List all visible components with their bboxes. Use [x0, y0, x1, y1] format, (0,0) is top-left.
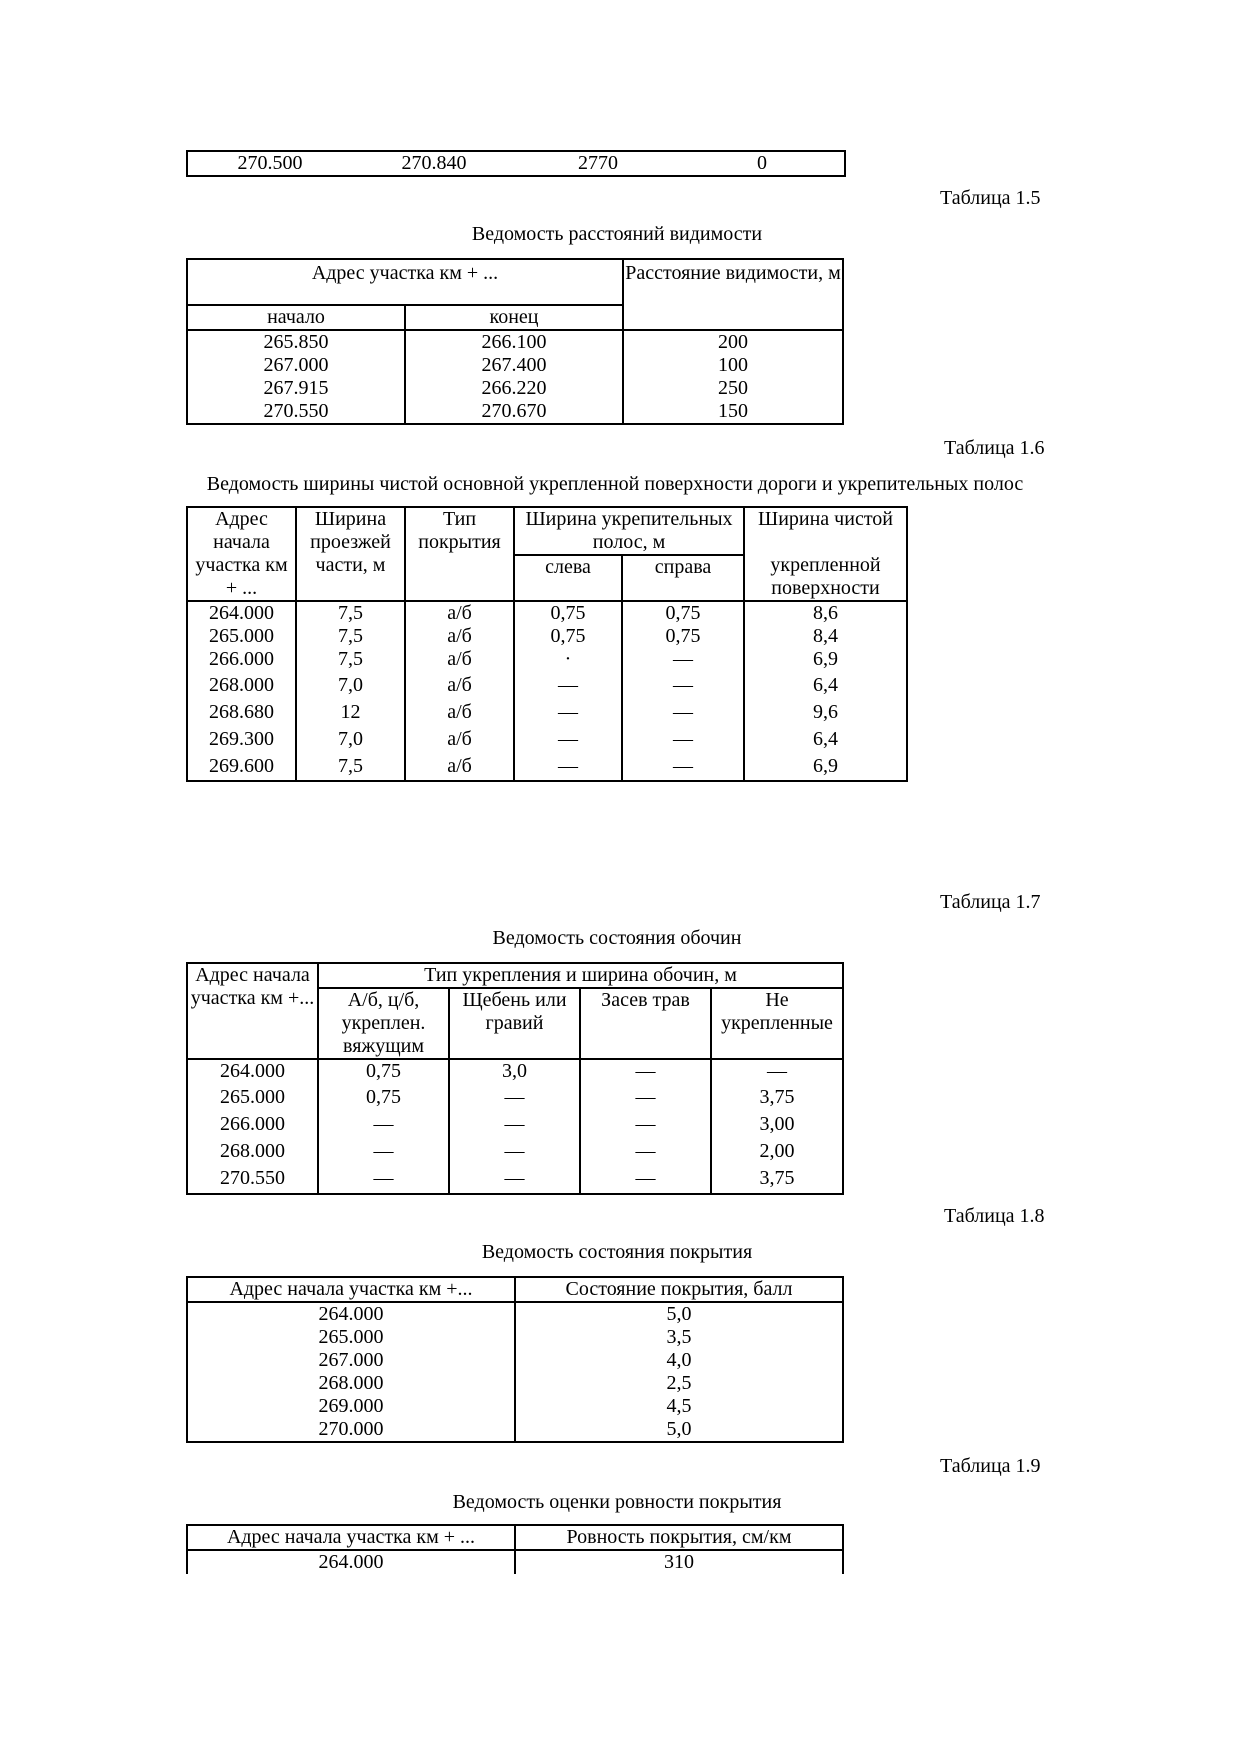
cell: 0 — [680, 151, 845, 176]
cell: 100 — [623, 354, 843, 377]
cell: 264.000 — [187, 1550, 515, 1574]
cell: 6,4 — [744, 725, 907, 752]
table-row — [187, 671, 907, 698]
table-row — [187, 1349, 843, 1372]
table-row — [187, 725, 907, 752]
header-end: конец — [405, 305, 623, 330]
header-state: Состояние покрытия, балл — [515, 1277, 843, 1302]
cell: 267.915 — [187, 377, 405, 400]
cell: 264.000 — [187, 601, 296, 625]
header-type: Тип покрытия — [405, 507, 514, 601]
cell: 0,75 — [318, 1059, 449, 1086]
cell: — — [514, 725, 622, 752]
cell: 3,75 — [711, 1086, 843, 1113]
cell: 3,00 — [711, 1113, 843, 1140]
cell: 267.000 — [187, 1349, 515, 1372]
cell: 4,0 — [515, 1349, 843, 1372]
table-row — [187, 1167, 843, 1194]
evenness-table — [186, 1524, 844, 1574]
cell: а/б — [405, 698, 514, 725]
cell: 0,75 — [514, 601, 622, 625]
cell: 270.550 — [187, 1167, 318, 1194]
cell: 7,5 — [296, 752, 405, 781]
table-row — [187, 1302, 843, 1326]
cell: — — [449, 1140, 580, 1167]
header-address: Адрес начала участка км + ... — [187, 507, 296, 601]
header-clean — [744, 507, 907, 601]
cell: — — [514, 698, 622, 725]
cell: — — [622, 752, 744, 781]
cell: 269.300 — [187, 725, 296, 752]
cell: 268.000 — [187, 671, 296, 698]
visibility-table — [186, 258, 844, 425]
cell: 269.000 — [187, 1395, 515, 1418]
table-row — [187, 1326, 843, 1349]
cell: 265.850 — [187, 330, 405, 354]
cell: 6,4 — [744, 671, 907, 698]
cell: а/б — [405, 625, 514, 648]
table-row — [187, 1059, 843, 1086]
cell: 3,0 — [449, 1059, 580, 1086]
cell: 6,9 — [744, 648, 907, 671]
cell: 270.840 — [401, 152, 467, 174]
cell: 269.600 — [187, 752, 296, 781]
header-strips: Ширина укрепительных полос, м — [514, 507, 744, 555]
cell: 2770 — [578, 152, 618, 174]
cell: 266.220 — [405, 377, 623, 400]
table-row — [187, 648, 907, 671]
table-caption: Таблица 1.5 — [940, 187, 1041, 209]
cell: 7,0 — [296, 671, 405, 698]
table-row — [187, 151, 845, 176]
cell: 12 — [296, 698, 405, 725]
cell: 8,6 — [744, 601, 907, 625]
cell: — — [622, 698, 744, 725]
cell: 150 — [623, 400, 843, 424]
table-caption: Таблица 1.9 — [940, 1455, 1041, 1477]
table-row — [187, 698, 907, 725]
table-caption: Таблица 1.8 — [944, 1205, 1045, 1227]
cell: — — [622, 648, 744, 671]
cell: 200 — [623, 330, 843, 354]
cell: — — [318, 1113, 449, 1140]
table-title: Ведомость ширины чистой основной укрепленной поверхности дороги и укрепительных полос — [206, 473, 1024, 495]
cell: 7,5 — [296, 625, 405, 648]
cell: — — [580, 1113, 711, 1140]
width-table — [186, 506, 908, 782]
cell: 2,00 — [711, 1140, 843, 1167]
table-row — [187, 601, 907, 625]
cell: 5,0 — [515, 1418, 843, 1442]
cell: 0,75 — [622, 601, 744, 625]
cell: 6,9 — [744, 752, 907, 781]
header-none: Не укрепленные — [711, 988, 843, 1059]
cell: 270.550 — [187, 400, 405, 424]
cell: 266.000 — [187, 648, 296, 671]
cell: 268.000 — [187, 1372, 515, 1395]
cell: — — [318, 1167, 449, 1194]
cell: — — [580, 1086, 711, 1113]
cell: — — [318, 1140, 449, 1167]
table-row — [187, 400, 843, 424]
table-row — [187, 625, 907, 648]
table-caption: Таблица 1.6 — [944, 437, 1045, 459]
cell: 267.000 — [187, 354, 405, 377]
cell: · — [514, 648, 622, 671]
header-evenness: Ровность покрытия, см/км — [515, 1525, 843, 1550]
cell: — — [449, 1113, 580, 1140]
header-right: справа — [622, 555, 744, 601]
cell: а/б — [405, 671, 514, 698]
cell: а/б — [405, 752, 514, 781]
table-caption: Таблица 1.7 — [940, 891, 1041, 913]
header-type: Тип укрепления и ширина обочин, м — [318, 963, 843, 988]
cell: 3,5 — [515, 1326, 843, 1349]
table-row — [187, 1550, 843, 1574]
cell: 7,5 — [296, 648, 405, 671]
cell: 264.000 — [187, 1302, 515, 1326]
cell: — — [622, 671, 744, 698]
cell: — — [514, 752, 622, 781]
table-row — [187, 1418, 843, 1442]
cell: 265.000 — [187, 625, 296, 648]
cell: 265.000 — [187, 1326, 515, 1349]
table-title: Ведомость состояния обочин — [492, 927, 742, 949]
cell: 270.500 — [187, 151, 352, 176]
table-title: Ведомость расстояний видимости — [471, 223, 763, 245]
cell: 7,5 — [296, 601, 405, 625]
cell: — — [580, 1059, 711, 1086]
header-left: слева — [514, 555, 622, 601]
table-title: Ведомость состояния покрытия — [481, 1241, 753, 1263]
cell: 266.000 — [187, 1113, 318, 1140]
pavement-state-table — [186, 1276, 844, 1443]
table-row — [187, 1372, 843, 1395]
cell: а/б — [405, 601, 514, 625]
header-address: Адрес начала участка км + ... — [187, 1525, 515, 1550]
cell: 8,4 — [744, 625, 907, 648]
cell: 5,0 — [515, 1302, 843, 1326]
cell: 310 — [664, 1551, 694, 1573]
cell: — — [449, 1167, 580, 1194]
header-distance: Расстояние видимости, м — [623, 259, 843, 330]
table-row — [187, 1140, 843, 1167]
cell: 265.000 — [187, 1086, 318, 1113]
table-title: Ведомость оценки ровности покрытия — [452, 1491, 782, 1513]
cell: 0,75 — [514, 625, 622, 648]
cell: 270.670 — [405, 400, 623, 424]
header-address: Адрес начала участка км +... — [187, 1277, 515, 1302]
header-gravel: Щебень или гравий — [449, 988, 580, 1059]
header-clean-line2: укрепленной поверхности — [770, 554, 881, 599]
table-1-4-tail — [186, 150, 846, 177]
table-row — [187, 377, 843, 400]
table-row — [187, 330, 843, 354]
cell: 264.000 — [187, 1059, 318, 1086]
header-ab: А/б, ц/б, укреплен. вяжущим — [318, 988, 449, 1059]
cell: 3,75 — [711, 1167, 843, 1194]
header-width: Ширина проезжей части, м — [296, 507, 405, 601]
cell: 7,0 — [296, 725, 405, 752]
cell: а/б — [405, 648, 514, 671]
shoulders-table — [186, 962, 844, 1195]
cell: 9,6 — [744, 698, 907, 725]
table-row — [187, 1395, 843, 1418]
cell: 0,75 — [622, 625, 744, 648]
cell: 268.680 — [187, 698, 296, 725]
cell: — — [514, 671, 622, 698]
header-address: Адрес начала участка км +... — [187, 963, 318, 1059]
cell: 0,75 — [318, 1086, 449, 1113]
cell: — — [711, 1059, 843, 1086]
cell: 270.000 — [187, 1418, 515, 1442]
cell: — — [580, 1140, 711, 1167]
cell: а/б — [405, 725, 514, 752]
cell: — — [449, 1086, 580, 1113]
cell: — — [580, 1167, 711, 1194]
cell: 2,5 — [515, 1372, 843, 1395]
cell: 250 — [623, 377, 843, 400]
table-row — [187, 354, 843, 377]
table-row — [187, 752, 907, 781]
header-address: Адрес участка км + ... — [187, 259, 623, 305]
header-grass: Засев трав — [580, 988, 711, 1059]
header-start: начало — [187, 305, 405, 330]
cell: — — [622, 725, 744, 752]
cell: 267.400 — [405, 354, 623, 377]
cell: 266.100 — [405, 330, 623, 354]
table-row — [187, 1086, 843, 1113]
header-clean-line1: Ширина чистой — [758, 508, 893, 530]
cell: 4,5 — [515, 1395, 843, 1418]
cell: 268.000 — [187, 1140, 318, 1167]
table-row — [187, 1113, 843, 1140]
